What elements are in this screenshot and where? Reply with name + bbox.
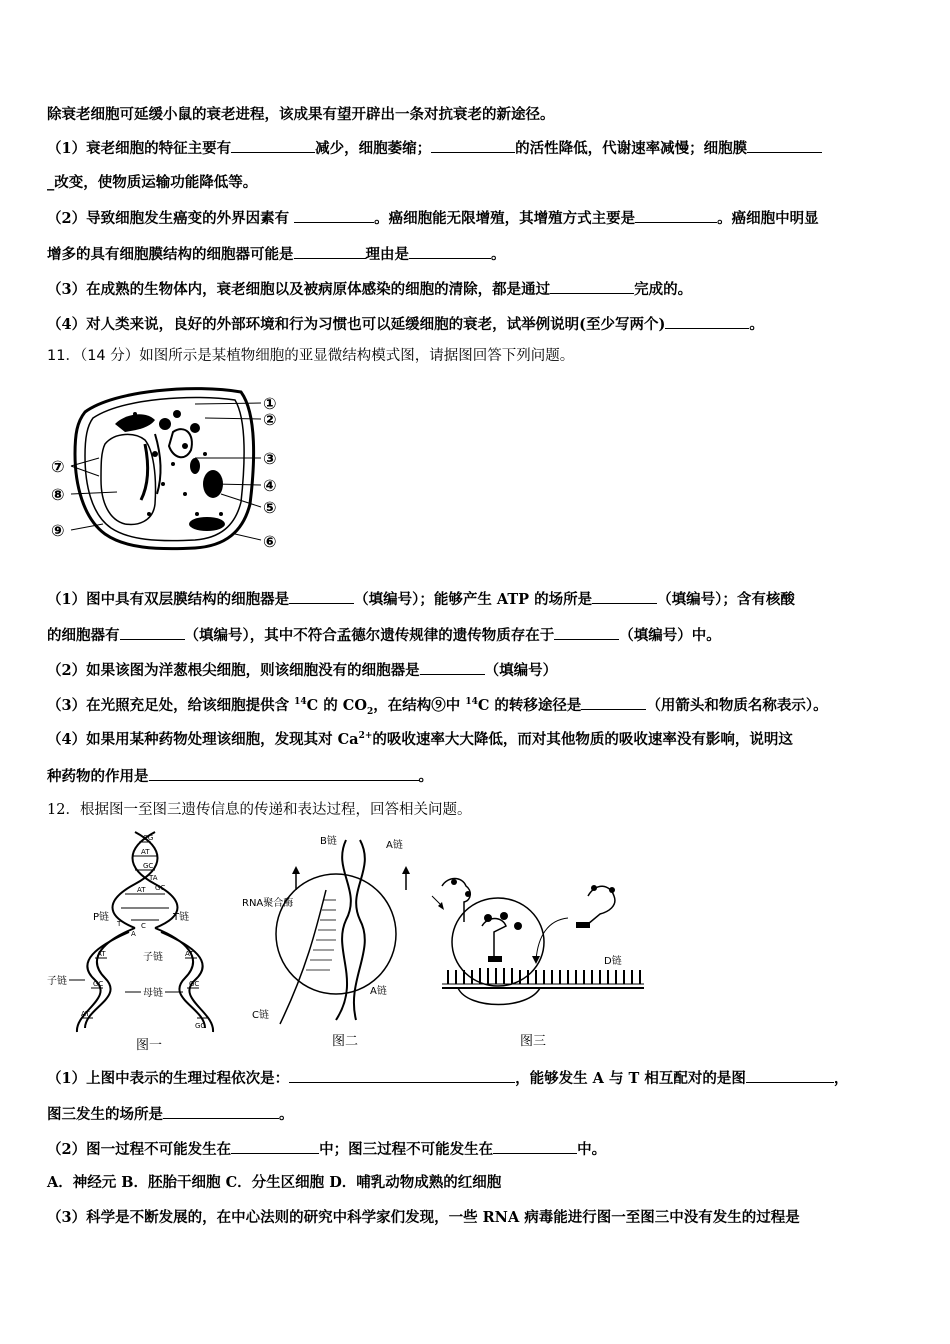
p10-q3: （3）在成熟的生物体内，衰老细胞以及被病原体感染的细胞的清除，都是通过 完成的。 <box>47 281 693 298</box>
label-p-chain: P链 <box>93 912 110 923</box>
label-daughter-chain: 子链 <box>143 952 163 963</box>
svg-text:AT: AT <box>97 950 106 958</box>
p12-options: A．神经元 B．胚胎干细胞 C．分生区细胞 D．哺乳动物成熟的红细胞 <box>47 1174 502 1191</box>
label-c-chain: C链 <box>252 1010 269 1021</box>
answer-blank[interactable] <box>120 625 185 640</box>
p11-q4-cont: 种药物的作用是 。 <box>47 768 433 785</box>
svg-text:GC: GC <box>155 884 166 892</box>
svg-text:GC: GC <box>195 1022 206 1030</box>
p12-q1: （1）上图中表示的生理过程依次是： ，能够发生 A 与 T 相互配对的是图 ， <box>47 1070 849 1087</box>
p12-title: 12．根据图一至图三遗传信息的传递和表达过程，回答相关问题。 <box>47 802 472 818</box>
p11-q2: （2）如果该图为洋葱根尖细胞，则该细胞没有的细胞器是 （填编号） <box>47 662 558 679</box>
label-a-chain: A链 <box>370 986 387 997</box>
answer-blank[interactable] <box>635 208 717 223</box>
p10-intro: 除衰老细胞可延缓小鼠的衰老进程，该成果有望开辟出一条对抗衰老的新途径。 <box>47 106 555 123</box>
label-rna-polymerase: RNA聚合酶 <box>242 898 294 909</box>
svg-text:TA: TA <box>149 874 158 882</box>
label-3: ③ <box>263 449 277 468</box>
answer-blank[interactable] <box>746 1068 834 1083</box>
label-5: ⑤ <box>263 498 277 517</box>
label-parent-chain: 母链 <box>143 988 163 999</box>
figure-1-dna-replication <box>45 828 245 1048</box>
label-7: ⑦ <box>51 457 65 476</box>
ribosome-large <box>452 898 544 986</box>
svg-text:AT: AT <box>137 886 146 894</box>
p12-q2: （2）图一过程不可能发生在 中；图三过程不可能发生在 中。 <box>47 1141 607 1158</box>
label-8: ⑧ <box>51 485 65 504</box>
figure-2-caption: 图二 <box>332 1034 359 1049</box>
svg-text:T: T <box>117 920 122 928</box>
svg-text:AT: AT <box>185 950 194 958</box>
answer-blank[interactable] <box>581 695 646 710</box>
label-1: ① <box>263 394 277 413</box>
p10-q2: （2）导致细胞发生癌变的外界因素有 。癌细胞能无限增殖，其增殖方式主要是 。癌细胞中明显 <box>47 210 819 227</box>
figure-1-caption: 图一 <box>136 1038 163 1053</box>
answer-blank[interactable] <box>409 244 491 259</box>
answer-blank[interactable] <box>592 589 657 604</box>
svg-text:AT: AT <box>81 1010 90 1018</box>
answer-blank[interactable] <box>289 1068 515 1083</box>
figure-3-translation <box>428 860 658 1020</box>
chloroplast <box>189 517 225 531</box>
p12-q1-cont: 图三发生的场所是 。 <box>47 1106 294 1123</box>
svg-text:AT: AT <box>141 848 150 856</box>
p10-q1-cont: _改变，使物质运输功能降低等。 <box>47 174 258 191</box>
answer-blank[interactable] <box>163 1104 279 1119</box>
p10-q4: （4）对人类来说，良好的外部环境和行为习惯也可以延缓细胞的衰老，试举例说明(至少写两个) 。 <box>47 316 764 333</box>
svg-text:GC: GC <box>93 980 104 988</box>
answer-blank[interactable] <box>149 766 419 781</box>
answer-blank[interactable] <box>294 244 366 259</box>
svg-text:A: A <box>131 930 136 938</box>
answer-blank[interactable] <box>747 138 822 153</box>
answer-blank[interactable] <box>294 208 374 223</box>
p10-q2-cont: 增多的具有细胞膜结构的细胞器可能是 理由是 。 <box>47 246 506 263</box>
label-d-chain: D链 <box>604 956 622 967</box>
answer-blank[interactable] <box>431 138 515 153</box>
svg-text:C: C <box>141 922 146 930</box>
p11-q1: （1）图中具有双层膜结构的细胞器是 （填编号）；能够产生 ATP 的场所是 （填编号）；含有核酸 <box>47 591 795 608</box>
label-daughter-chain: 子链 <box>47 976 67 987</box>
label-a-chain: A链 <box>386 840 403 851</box>
ribosome-small <box>458 988 540 1005</box>
plant-cell-figure <box>45 384 295 554</box>
label-9: ⑨ <box>51 521 65 540</box>
p11-q4: （4）如果用某种药物处理该细胞，发现其对 $Ca^{2+}$的吸收速率大大降低，而对其他物质的吸收速率没有影响，说明这 <box>47 731 793 748</box>
label-b-chain: B链 <box>320 836 337 847</box>
p11-q3: （3）在光照充足处，给该细胞提供含 $^{14}$C 的 $CO_2$，在结构⑨中 $^{14}$C 的转移途径是 （用箭头和物质名称表示）。 <box>47 697 828 717</box>
answer-blank[interactable] <box>550 279 634 294</box>
label-2: ② <box>263 410 277 429</box>
p12-q3: （3）科学是不断发展的，在中心法则的研究中科学家们发现，一些 RNA 病毒能进行图一至图三中没有发生的过程是 <box>47 1209 800 1226</box>
figure-3-caption: 图三 <box>520 1034 547 1049</box>
p10-q1: （1）衰老细胞的特征主要有 减少，细胞萎缩； 的活性降低，代谢速率减慢；细胞膜 <box>47 138 822 159</box>
answer-blank[interactable] <box>231 1139 319 1154</box>
svg-text:GC: GC <box>143 862 154 870</box>
answer-blank[interactable] <box>420 660 485 675</box>
answer-blank[interactable] <box>289 589 354 604</box>
label-4: ④ <box>263 476 277 495</box>
answer-blank[interactable] <box>665 314 749 329</box>
label-6: ⑥ <box>263 532 277 551</box>
svg-text:CG: CG <box>143 834 154 842</box>
answer-blank[interactable] <box>493 1139 577 1154</box>
label-t-chain: T链 <box>173 912 190 923</box>
p11-q1-cont: 的细胞器有 （填编号），其中不符合孟德尔遗传规律的遗传物质存在于 （填编号）中。 <box>47 627 721 644</box>
answer-blank[interactable] <box>554 625 619 640</box>
figure-2-transcription <box>236 830 426 1030</box>
answer-blank[interactable] <box>231 138 315 153</box>
svg-text:GC: GC <box>189 980 200 988</box>
p11-title: 11．（14 分）如图所示是某植物细胞的亚显微结构模式图，请据图回答下列问题。 <box>47 348 575 364</box>
rna-polymerase <box>276 874 396 994</box>
